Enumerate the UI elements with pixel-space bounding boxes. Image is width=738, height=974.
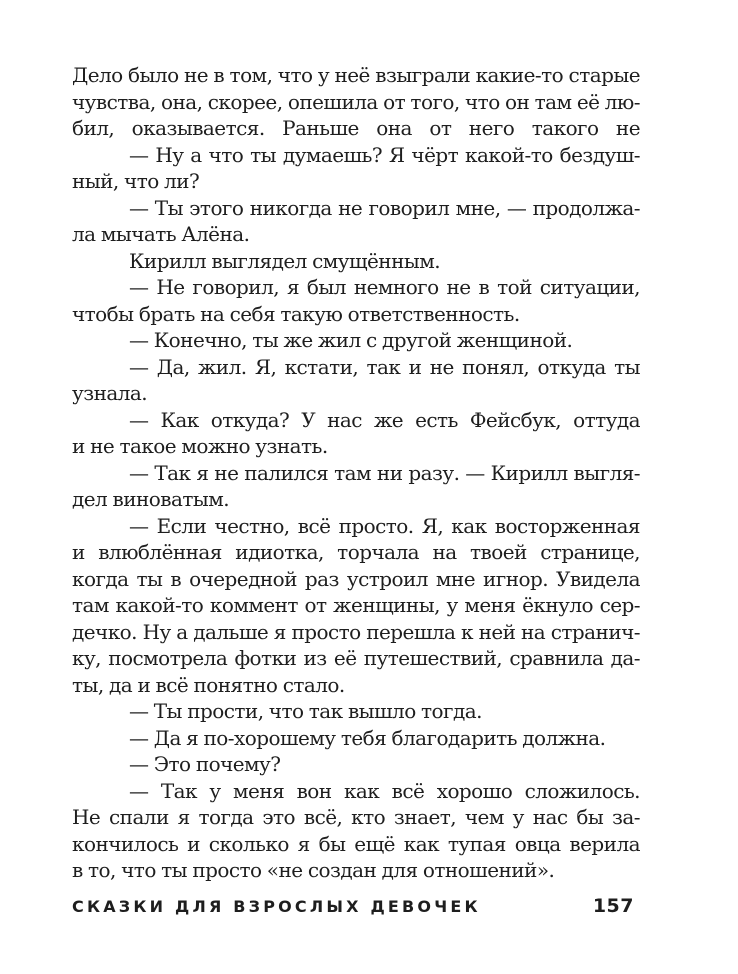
text-line: кончилось и сколько я бы ещё как тупая овца верила xyxy=(72,831,640,856)
text-line: — Ты прости, что так вышло тогда. xyxy=(129,699,482,723)
text-line: Кирилл выглядел смущённым. xyxy=(129,248,441,273)
text-line: — Так я не палился там ни разу. — Кирилл выгля- xyxy=(129,460,640,485)
text-line: — Как откуда? У нас же есть Фейсбук, оттуда xyxy=(129,407,640,432)
text-line: — Ну а что ты думаешь? Я чёрт какой-то бездуш- xyxy=(129,142,640,167)
text-line: Дело было не в том, что у неё взыграли какие-то старые xyxy=(72,63,640,87)
text-line: там какой-то коммент от женщины, у меня ёкнуло сер- xyxy=(72,593,640,617)
text-line: дел виноватым. xyxy=(72,487,230,511)
text-line: и не такое можно узнать. xyxy=(72,434,328,458)
text-line: когда ты в очередной раз устроил мне игнор. Увидела xyxy=(72,566,640,591)
page-body-text xyxy=(72,62,640,884)
text-line: в то, что ты просто «не создан для отношений». xyxy=(72,858,555,882)
text-line: — Это почему? xyxy=(129,752,281,776)
page-footer xyxy=(72,893,640,923)
text-line: Не спали я тогда это всё, кто знает, чем у нас бы за- xyxy=(72,805,640,829)
text-line: бил, оказывается. Раньше она от него такого не xyxy=(72,116,640,140)
text-line: чувства, она, скорее, опешила от того, что он там её лю- xyxy=(72,89,640,114)
text-line: узнала. xyxy=(72,381,148,405)
text-line: — Да, жил. Я, кстати, так и не понял, откуда ты xyxy=(129,354,640,379)
text-line: — Ты этого никогда не говорил мне, — продолжа- xyxy=(129,195,640,220)
running-title: СКАЗКИ ДЛЯ ВЗРОСЛЫХ ДЕВОЧЕК xyxy=(72,897,481,916)
text-line: ку, посмотрела фотки из её путешествий, сравнила да- xyxy=(72,646,640,670)
text-line: — Да я по-хорошему тебя благодарить должна. xyxy=(129,725,606,750)
text-line: чтобы брать на себя такую ответственность. xyxy=(72,301,520,326)
text-line: и влюблённая идиотка, торчала на твоей странице, xyxy=(72,540,640,564)
page-number: 157 xyxy=(592,895,634,917)
text-line: ла мычать Алёна. xyxy=(72,222,250,246)
text-line: ты, да и всё понятно стало. xyxy=(72,672,345,697)
text-line: — Не говорил, я был немного не в той ситуации, xyxy=(129,275,640,299)
text-line: ный, что ли? xyxy=(72,169,200,193)
text-line: — Если честно, всё просто. Я, как восторженная xyxy=(129,513,640,538)
text-line: дечко. Ну а дальше я просто перешла к ней на странич- xyxy=(72,619,640,644)
text-line: — Конечно, ты же жил с другой женщиной. xyxy=(129,328,573,352)
text-line: — Так у меня вон как всё хорошо сложилось. xyxy=(129,778,640,803)
